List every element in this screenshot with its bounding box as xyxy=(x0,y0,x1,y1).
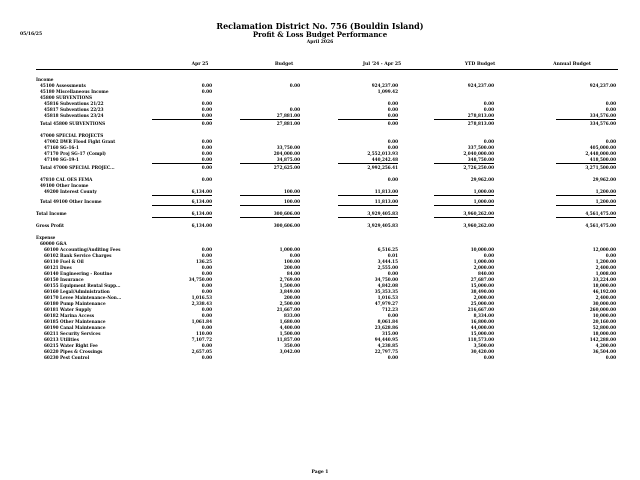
row-value: 136.25 xyxy=(195,259,212,264)
row-value: 33,750.00 xyxy=(276,145,300,150)
row-value: 0.00 xyxy=(201,177,212,182)
row-label: 60190 Canal Maintenance xyxy=(44,325,106,330)
row-value: 1,016.53 xyxy=(377,295,398,300)
row-value: 0.00 xyxy=(387,139,398,144)
row-value: 118,573.00 xyxy=(467,337,494,342)
row-value: 216,667.00 xyxy=(467,307,494,312)
row-label: 60102 Bank Service Charges xyxy=(44,253,112,258)
row-label: 60140 Engineering - Routine xyxy=(44,271,113,276)
row-value: 94,440.95 xyxy=(374,337,398,342)
row-value: 3,444.15 xyxy=(377,259,398,264)
row-value: 2,400.00 xyxy=(595,295,616,300)
row-value: 1,680.00 xyxy=(279,319,300,324)
row-value: 12,000.00 xyxy=(592,247,616,252)
row-value: 2,000.00 xyxy=(473,265,494,270)
row-value: 0.00 xyxy=(387,177,398,182)
row-value: 34,875.00 xyxy=(240,157,300,164)
row-label: 45180 Miscellaneous Income xyxy=(40,89,109,94)
row-value: 924,237.00 xyxy=(589,83,616,88)
row-value: 0.00 xyxy=(605,253,616,258)
row-value: 0.00 xyxy=(387,101,398,106)
row-value: 833.00 xyxy=(283,313,300,318)
table-row xyxy=(0,113,640,119)
row-value: 0.00 xyxy=(201,101,212,106)
row-value: 0.00 xyxy=(387,145,398,150)
row-value: 350.00 xyxy=(283,343,300,348)
row-value: 0.00 xyxy=(483,253,494,258)
row-value: 3,042.00 xyxy=(279,349,300,354)
row-label: 45817 Subventions 22/23 xyxy=(44,107,104,112)
row-value: 300,606.00 xyxy=(240,211,300,218)
row-value: 840.00 xyxy=(477,271,494,276)
table-row xyxy=(0,211,640,217)
row-value: 7,107.72 xyxy=(191,337,212,342)
row-value: 22,797.75 xyxy=(374,349,398,354)
row-value: 27,687.00 xyxy=(470,277,494,282)
report-subtitle: Profit & Loss Budget Performance xyxy=(252,30,388,39)
row-value: 1,061.84 xyxy=(191,319,212,324)
row-value: 0.00 xyxy=(201,343,212,348)
row-label: Income xyxy=(36,77,54,82)
row-value: 0.00 xyxy=(201,355,212,360)
row-value: 2,992,256.41 xyxy=(367,165,398,170)
row-value: 0.00 xyxy=(152,157,212,164)
row-value: 11,813.00 xyxy=(338,189,398,196)
row-label: 47810 CAL OES FEMA xyxy=(40,177,93,182)
report-header xyxy=(0,22,640,47)
report-period: April 2026 xyxy=(306,40,334,45)
row-value: 2,448,000.00 xyxy=(585,151,616,156)
row-value: 0.00 xyxy=(387,355,398,360)
row-label: 47190 SG-19-1 xyxy=(44,157,79,162)
row-value: 0.00 xyxy=(483,101,494,106)
row-value: 29,962.00 xyxy=(592,177,616,182)
row-value: 0.00 xyxy=(201,107,212,112)
row-value: 3,271,500.00 xyxy=(585,165,616,170)
row-value: 0.00 xyxy=(201,289,212,294)
row-value: 204,000.00 xyxy=(273,151,300,156)
row-value: 10,000.00 xyxy=(592,313,616,318)
row-value: 200.00 xyxy=(283,265,300,270)
row-value: 712.23 xyxy=(381,307,398,312)
row-value: 0.00 xyxy=(387,121,398,126)
row-value: 1,008.00 xyxy=(595,271,616,276)
row-label: 60220 Pipes & Crossings xyxy=(44,349,103,354)
row-value: 29,962.00 xyxy=(470,177,494,182)
row-label: 60160 Legal/Administration xyxy=(44,289,110,294)
row-value: 0.00 xyxy=(201,253,212,258)
row-label: 60155 Equipment Rental Supp... xyxy=(44,283,121,288)
row-value: 11,813.00 xyxy=(338,199,398,206)
row-value: 0.00 xyxy=(338,113,398,120)
row-value: 300,606.00 xyxy=(273,223,300,228)
row-value: 0.00 xyxy=(201,145,212,150)
row-value: 924,237.00 xyxy=(371,83,398,88)
row-value: 0.00 xyxy=(289,107,300,112)
row-value: 46,192.00 xyxy=(592,289,616,294)
row-value: 0.00 xyxy=(201,307,212,312)
row-value: 142,288.00 xyxy=(589,337,616,342)
table-row xyxy=(0,157,640,163)
row-label: Total 45800 SUBVENTIONS xyxy=(40,121,106,126)
table-row xyxy=(0,121,640,127)
row-value: 15,000.00 xyxy=(470,331,494,336)
row-value: 278,813.00 xyxy=(467,121,494,126)
row-value: 1,016.53 xyxy=(191,295,212,300)
row-value: 30,420.00 xyxy=(470,349,494,354)
row-value: 200.00 xyxy=(283,295,300,300)
row-value: 2,040,000.00 xyxy=(463,151,494,156)
row-value: 4,400.00 xyxy=(279,325,300,330)
row-value: 337,500.00 xyxy=(467,145,494,150)
row-value: 0.00 xyxy=(201,139,212,144)
table-row xyxy=(0,199,640,205)
row-value: 924,237.00 xyxy=(467,83,494,88)
row-value: 2,400.00 xyxy=(595,265,616,270)
row-label: 60110 Fuel & Oil xyxy=(44,259,84,264)
row-value: 0.00 xyxy=(201,265,212,270)
table-row xyxy=(0,189,640,195)
row-value: 2,500.00 xyxy=(279,301,300,306)
row-value: 20,160.00 xyxy=(592,319,616,324)
row-value: 0.00 xyxy=(483,139,494,144)
row-value: 1,000.00 xyxy=(473,259,494,264)
row-value: 1,200.00 xyxy=(556,199,616,206)
row-value: 1,500.00 xyxy=(279,283,300,288)
row-value: 35,353.35 xyxy=(374,289,398,294)
row-value: 4,200.00 xyxy=(595,343,616,348)
row-value: 110.00 xyxy=(195,331,212,336)
row-value: 3,500.00 xyxy=(473,343,494,348)
row-value: 0.00 xyxy=(201,271,212,276)
row-value: 418,500.00 xyxy=(556,157,616,164)
table-row xyxy=(0,223,640,229)
row-value: 3,849.00 xyxy=(279,289,300,294)
column-header: Jul '24 - Apr 25 xyxy=(362,62,402,67)
row-value: 84.00 xyxy=(286,271,300,276)
row-value: 6,516.25 xyxy=(377,247,398,252)
row-label: Gross Profit xyxy=(36,223,64,228)
row-value: 3,929,405.83 xyxy=(338,211,398,218)
page-number: Page 1 xyxy=(311,470,329,475)
header-divider xyxy=(36,69,618,70)
row-value: 2,552,013.93 xyxy=(367,151,398,156)
row-value: 0.00 xyxy=(605,107,616,112)
column-header: Apr 25 xyxy=(191,62,209,67)
row-label: 47170 Proj SG-17 (Compl) xyxy=(44,151,106,156)
row-value: 6,134.00 xyxy=(152,189,212,196)
row-value: 1,200.00 xyxy=(556,189,616,196)
row-value: 27,881.00 xyxy=(240,113,300,120)
row-value: 348,750.00 xyxy=(434,157,494,164)
row-value: 1,500.00 xyxy=(279,331,300,336)
row-value: 0.00 xyxy=(605,355,616,360)
table-row xyxy=(0,165,640,171)
row-label: 60230 Pest Control xyxy=(44,355,90,360)
row-label: Total Income xyxy=(36,211,67,216)
row-label: 60185 Other Maintenance xyxy=(44,319,106,324)
row-label: 47002 DWR Flood Fight Grant xyxy=(44,139,116,144)
row-value: 8,334.00 xyxy=(473,313,494,318)
row-value: 4,561,475.00 xyxy=(585,223,616,228)
row-value: 3,960,262.00 xyxy=(434,211,494,218)
row-label: 60100 Accounting/Auditing Fees xyxy=(44,247,121,252)
row-label: Total 49100 Other Income xyxy=(40,199,102,204)
row-value: 100.00 xyxy=(240,199,300,206)
row-value: 34,750.00 xyxy=(374,277,398,282)
row-value: 4,842.08 xyxy=(377,283,398,288)
row-value: 23,628.86 xyxy=(374,325,398,330)
row-value: 1,099.42 xyxy=(377,89,398,94)
row-value: 34,750.00 xyxy=(188,277,212,282)
row-value: 405,000.00 xyxy=(589,145,616,150)
row-value: 0.00 xyxy=(201,83,212,88)
row-value: 1,000.00 xyxy=(279,247,300,252)
row-value: 0.00 xyxy=(483,107,494,112)
row-value: 1,000.00 xyxy=(434,189,494,196)
row-value: 0.00 xyxy=(201,151,212,156)
row-label: 47160 SG-16-1 xyxy=(44,145,79,150)
row-value: 36,504.00 xyxy=(592,349,616,354)
row-value: 44,000.00 xyxy=(470,325,494,330)
row-value: 6,134.00 xyxy=(152,199,212,206)
row-label: 45816 Subventions 21/22 xyxy=(44,101,104,106)
row-value: 47,979.27 xyxy=(374,301,398,306)
row-value: 0.00 xyxy=(201,247,212,252)
row-value: 440,242.48 xyxy=(338,157,398,164)
row-value: 21,667.00 xyxy=(276,307,300,312)
row-label: 60215 Water Right Fee xyxy=(44,343,98,348)
row-value: 100.00 xyxy=(240,189,300,196)
row-value: 315.00 xyxy=(381,331,398,336)
row-value: 16,800.00 xyxy=(470,319,494,324)
row-value: 6,134.00 xyxy=(191,223,212,228)
row-value: 0.00 xyxy=(605,101,616,106)
row-label: 60213 Utilities xyxy=(44,337,79,342)
row-label: 45818 Subventions 23/24 xyxy=(44,113,104,118)
row-label: 60000 G&A xyxy=(40,241,67,246)
row-value: 2,769.00 xyxy=(279,277,300,282)
row-value: 33,224.00 xyxy=(592,277,616,282)
row-value: 272,625.00 xyxy=(273,165,300,170)
row-label: 45100 Assessments xyxy=(40,83,86,88)
row-label: 49200 Interest County xyxy=(44,189,97,194)
row-value: 0.00 xyxy=(201,165,212,170)
column-header: YTD Budget xyxy=(464,62,496,67)
row-value: 0.00 xyxy=(605,139,616,144)
row-value: 18,000.00 xyxy=(592,331,616,336)
row-value: 0.00 xyxy=(152,113,212,120)
row-value: 2,726,250.00 xyxy=(463,165,494,170)
row-value: 0.00 xyxy=(387,271,398,276)
row-value: 2,338.43 xyxy=(191,301,212,306)
row-label: Expense xyxy=(36,235,56,240)
row-value: 334,576.00 xyxy=(589,121,616,126)
row-value: 1,000.00 xyxy=(434,199,494,206)
row-value: 6,134.00 xyxy=(152,211,212,218)
row-value: 0.00 xyxy=(483,355,494,360)
row-value: 38,490.00 xyxy=(470,289,494,294)
report-date: 05/16/25 xyxy=(20,32,43,37)
row-value: 4,238.85 xyxy=(377,343,398,348)
row-label: 60211 Security Services xyxy=(44,331,101,336)
row-value: 0.00 xyxy=(201,89,212,94)
row-label: 49100 Other Income xyxy=(40,183,89,188)
row-label: Total 47000 SPECIAL PROJEC... xyxy=(40,165,115,170)
row-value: 27,881.00 xyxy=(276,121,300,126)
row-value: 0.00 xyxy=(201,325,212,330)
row-label: 45800 SUBVENTIONS xyxy=(40,95,93,100)
row-value: 0.00 xyxy=(201,313,212,318)
row-label: 60150 Insurance xyxy=(44,277,84,282)
row-value: 0.01 xyxy=(387,253,398,258)
row-value: 0.00 xyxy=(201,121,212,126)
row-value: 0.00 xyxy=(289,83,300,88)
row-label: 60121 Dues xyxy=(44,265,72,270)
row-value: 2,555.00 xyxy=(377,265,398,270)
row-value: 3,960,262.00 xyxy=(463,223,494,228)
row-value: 2,000.00 xyxy=(473,295,494,300)
row-value: 3,929,405.83 xyxy=(367,223,398,228)
row-label: 47000 SPECIAL PROJECTS xyxy=(40,133,104,138)
row-value: 11,857.00 xyxy=(276,337,300,342)
table-row xyxy=(0,355,640,361)
report-title: Reclamation District No. 756 (Bouldin Island) xyxy=(216,21,424,31)
row-value: 30,000.00 xyxy=(592,301,616,306)
row-value: 0.00 xyxy=(289,253,300,258)
row-label: 60181 Water Supply xyxy=(44,307,92,312)
row-label: 60180 Pump Maintenance xyxy=(44,301,106,306)
column-header: Budget xyxy=(274,62,294,67)
row-label: 60182 Marina Access xyxy=(44,313,95,318)
row-value: 1,200.00 xyxy=(595,259,616,264)
row-value: 52,800.00 xyxy=(592,325,616,330)
row-value: 18,000.00 xyxy=(592,283,616,288)
row-value: 8,061.84 xyxy=(377,319,398,324)
column-header: Annual Budget xyxy=(553,62,591,67)
row-value: 334,576.00 xyxy=(556,113,616,120)
row-value: 100.00 xyxy=(283,259,300,264)
row-value: 10,000.00 xyxy=(470,247,494,252)
row-value: 25,000.00 xyxy=(470,301,494,306)
row-label: 60170 Levee Maintenance-Non... xyxy=(44,295,122,300)
row-value: 0.00 xyxy=(201,283,212,288)
row-value: 0.00 xyxy=(387,313,398,318)
row-value: 278,813.00 xyxy=(434,113,494,120)
row-value: 15,000.00 xyxy=(470,283,494,288)
row-value: 2,657.05 xyxy=(191,349,212,354)
row-value: 4,561,475.00 xyxy=(556,211,616,218)
row-value: 0.00 xyxy=(387,107,398,112)
row-value: 260,000.00 xyxy=(589,307,616,312)
